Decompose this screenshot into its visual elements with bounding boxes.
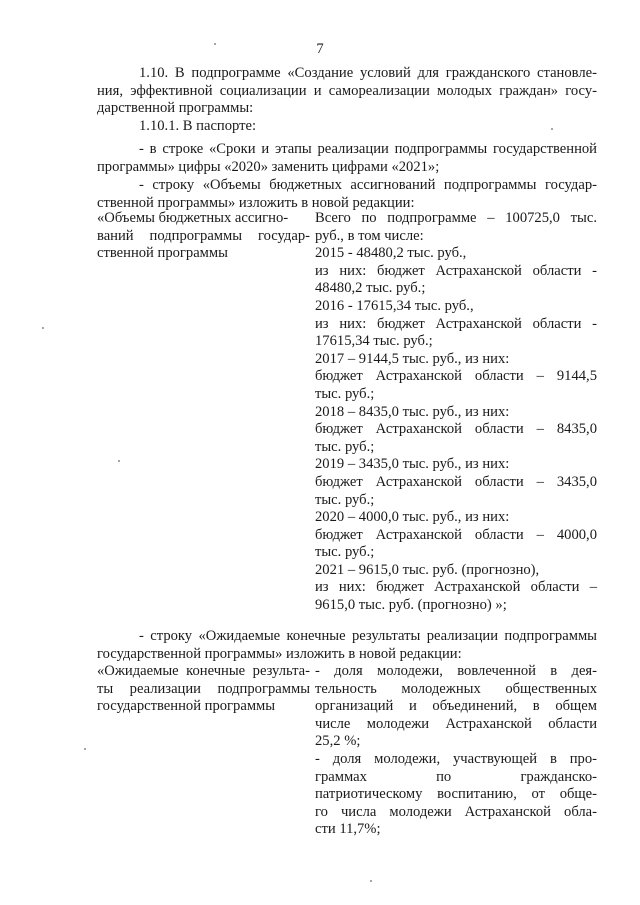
value-line: го числа молодежи Астраханской обла-: [315, 803, 597, 820]
text-line: - в строке «Сроки и этапы реализации подпрограммы государственной: [139, 141, 597, 157]
value-line: организаций и объединений, в общем: [315, 698, 597, 715]
value-line: тельность молодежных общественных: [315, 680, 597, 697]
value-line: из них: бюджет Астраханской области -: [315, 315, 597, 332]
value-line: тыс. руб.;: [315, 544, 375, 561]
page-number: 7: [316, 41, 324, 57]
value-line: бюджет Астраханской области – 8435,0: [315, 421, 597, 438]
label-line: ты реализации подпрограммы: [97, 680, 310, 697]
value-line: патриотическому воспитанию, от обще-: [315, 786, 597, 803]
scan-speck: [84, 748, 86, 750]
text-line: ния, эффективной социализации и самореализации молодых граждан» госу-: [97, 82, 597, 99]
label-line: «Ожидаемые конечные результа-: [97, 663, 310, 679]
section-1-10-paragraph: [97, 65, 597, 118]
subsection-heading: 1.10.1. В паспорте:: [139, 118, 257, 134]
label-line: ваний подпрограммы государ-: [97, 227, 310, 244]
label-line: ственной программы: [97, 245, 228, 262]
scan-speck: [42, 327, 44, 329]
results-intro-paragraph: [97, 628, 597, 663]
value-line: 9615,0 тыс. руб. (прогнозно) »;: [315, 597, 507, 614]
results-table-label: [97, 663, 310, 716]
budget-table-label: [97, 210, 310, 263]
value-line: граммах по гражданско-: [315, 768, 597, 785]
value-line: - доля молодежи, вовлеченной в дея-: [315, 663, 597, 679]
value-line: 2021 – 9615,0 тыс. руб. (прогнозно),: [315, 561, 540, 578]
value-line: 25,2 %;: [315, 733, 361, 750]
text-line: дарственной программы:: [97, 100, 254, 117]
subsection-1-10-1: [97, 118, 597, 136]
value-line: 2020 – 4000,0 тыс. руб., из них:: [315, 509, 510, 526]
results-table-values: [315, 663, 597, 839]
scan-speck: [214, 43, 216, 45]
text-line: программы» цифры «2020» заменить цифрами «2021»;: [97, 158, 440, 175]
label-line: «Объемы бюджетных ассигно-: [97, 210, 289, 226]
value-line: тыс. руб.;: [315, 438, 375, 455]
text-line: - строку «Ожидаемые конечные результаты реализации подпрограммы: [139, 628, 597, 644]
value-line: из них: бюджет Астраханской области -: [315, 262, 597, 279]
item-budget-intro-paragraph: [97, 177, 597, 212]
value-line: 2016 - 17615,34 тыс. руб.,: [315, 297, 474, 314]
value-line: бюджет Астраханской области – 9144,5: [315, 368, 597, 385]
text-line: ственной программы» изложить в новой редакции:: [97, 194, 415, 211]
value-line: 17615,34 тыс. руб.;: [315, 333, 433, 350]
scan-speck: [370, 880, 372, 882]
value-line: 2019 – 3435,0 тыс. руб., из них:: [315, 456, 510, 473]
value-line: 2015 - 48480,2 тыс. руб.,: [315, 245, 467, 262]
text-line: 1.10. В подпрограмме «Создание условий для гражданского становле-: [139, 65, 597, 81]
budget-table-values: [315, 210, 597, 615]
value-line: бюджет Астраханской области – 4000,0: [315, 526, 597, 543]
value-line: из них: бюджет Астраханской области –: [315, 579, 597, 596]
value-line: 48480,2 тыс. руб.;: [315, 280, 426, 297]
scan-speck: [551, 128, 553, 130]
value-line: числе молодежи Астраханской области: [315, 715, 597, 732]
scan-speck: [118, 460, 120, 462]
value-line: Всего по подпрограмме – 100725,0 тыс.: [315, 210, 597, 226]
value-line: тыс. руб.;: [315, 385, 375, 402]
label-line: государственной программы: [97, 698, 276, 715]
value-line: 2017 – 9144,5 тыс. руб., из них:: [315, 350, 510, 367]
value-line: сти 11,7%;: [315, 821, 381, 838]
value-line: бюджет Астраханской области – 3435,0: [315, 473, 597, 490]
text-line: - строку «Объемы бюджетных ассигнований подпрограммы государ-: [139, 177, 597, 193]
value-line: тыс. руб.;: [315, 491, 375, 508]
value-line: руб., в том числе:: [315, 227, 424, 244]
value-line: 2018 – 8435,0 тыс. руб., из них:: [315, 403, 510, 420]
text-line: государственной программы» изложить в новой редакции:: [97, 645, 462, 662]
item-terms-paragraph: [97, 141, 597, 176]
value-line: - доля молодежи, участвующей в про-: [315, 750, 597, 767]
